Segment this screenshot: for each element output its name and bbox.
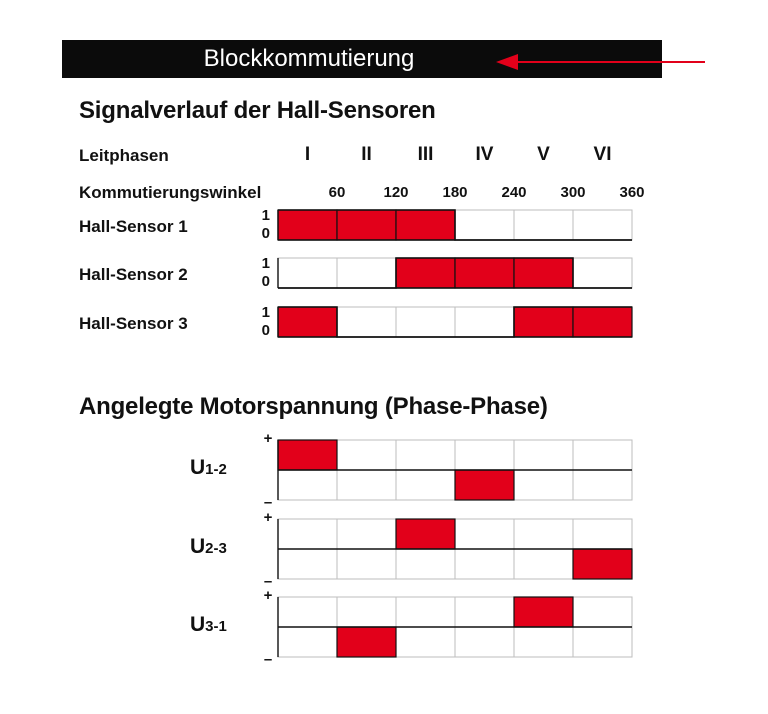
- angle-label: Kommutierungswinkel: [79, 183, 262, 202]
- phases-label: Leitphasen: [79, 146, 169, 165]
- arrow-left-icon: [490, 48, 710, 76]
- phase-label: III: [417, 144, 434, 165]
- hall-sensor-waveform: [277, 306, 635, 340]
- minus-sign: –: [263, 494, 273, 511]
- voltage-symbol: U: [190, 456, 206, 479]
- hall-sensor-waveform: [277, 209, 635, 243]
- page-title: Blockkommutierung: [203, 45, 415, 72]
- phase-label: I: [304, 144, 311, 165]
- voltage-waveform: [277, 439, 635, 503]
- signal-low-segment: [278, 258, 337, 288]
- phase-label: II: [361, 144, 372, 165]
- level-low-label: 0: [261, 322, 270, 339]
- voltage-section-heading: Angelegte Motorspannung (Phase-Phase): [79, 393, 548, 420]
- signal-low-segment: [396, 307, 455, 337]
- signal-high-segment: [396, 210, 455, 240]
- signal-high-segment: [337, 210, 396, 240]
- angle-tick-label: 180: [442, 184, 468, 201]
- signal-high-segment: [514, 307, 573, 337]
- level-high-label: 1: [261, 207, 270, 224]
- voltage-subscript: 3-1: [205, 618, 227, 635]
- minus-sign: –: [263, 651, 273, 668]
- voltage-negative-block: [455, 470, 514, 500]
- voltage-positive-block: [396, 519, 455, 549]
- voltage-symbol: U: [190, 535, 206, 558]
- phase-label: V: [537, 144, 550, 165]
- angle-tick-label: 240: [501, 184, 527, 201]
- minus-sign: –: [263, 573, 273, 590]
- signal-high-segment: [278, 307, 337, 337]
- plus-sign: +: [263, 587, 273, 604]
- angle-tick-label: 300: [560, 184, 586, 201]
- voltage-series-label: [190, 613, 227, 637]
- phase-label: IV: [475, 144, 494, 165]
- voltage-negative-block: [573, 549, 632, 579]
- signal-low-segment: [455, 307, 514, 337]
- voltage-negative-block: [337, 627, 396, 657]
- level-low-label: 0: [261, 225, 270, 242]
- series-label: Hall-Sensor 1: [79, 217, 188, 236]
- signal-high-segment: [573, 307, 632, 337]
- voltage-symbol: U: [190, 613, 206, 636]
- signal-high-segment: [278, 210, 337, 240]
- series-label: Hall-Sensor 2: [79, 265, 188, 284]
- angle-tick-label: 120: [383, 184, 409, 201]
- voltage-series-label: [190, 535, 227, 559]
- voltage-subscript: 2-3: [205, 540, 227, 557]
- signal-low-segment: [514, 210, 573, 240]
- hall-sensor-waveform: [277, 257, 635, 291]
- signal-low-segment: [455, 210, 514, 240]
- series-label: Hall-Sensor 3: [79, 314, 188, 333]
- voltage-subscript: 1-2: [205, 461, 227, 478]
- voltage-waveform: [277, 518, 635, 582]
- signal-high-segment: [455, 258, 514, 288]
- signal-low-segment: [337, 258, 396, 288]
- level-high-label: 1: [261, 255, 270, 272]
- angle-tick-label: 60: [328, 184, 346, 201]
- voltage-series-label: [190, 456, 227, 480]
- voltage-waveform: [277, 596, 635, 660]
- signal-high-segment: [514, 258, 573, 288]
- level-high-label: 1: [261, 304, 270, 321]
- signal-low-segment: [337, 307, 396, 337]
- level-low-label: 0: [261, 273, 270, 290]
- phase-label: VI: [593, 144, 612, 165]
- voltage-positive-block: [278, 440, 337, 470]
- signal-low-segment: [573, 258, 632, 288]
- hall-section-heading: Signalverlauf der Hall-Sensoren: [79, 97, 436, 124]
- angle-tick-label: 360: [619, 184, 645, 201]
- plus-sign: +: [263, 509, 273, 526]
- signal-low-segment: [573, 210, 632, 240]
- plus-sign: +: [263, 430, 273, 447]
- voltage-positive-block: [514, 597, 573, 627]
- signal-high-segment: [396, 258, 455, 288]
